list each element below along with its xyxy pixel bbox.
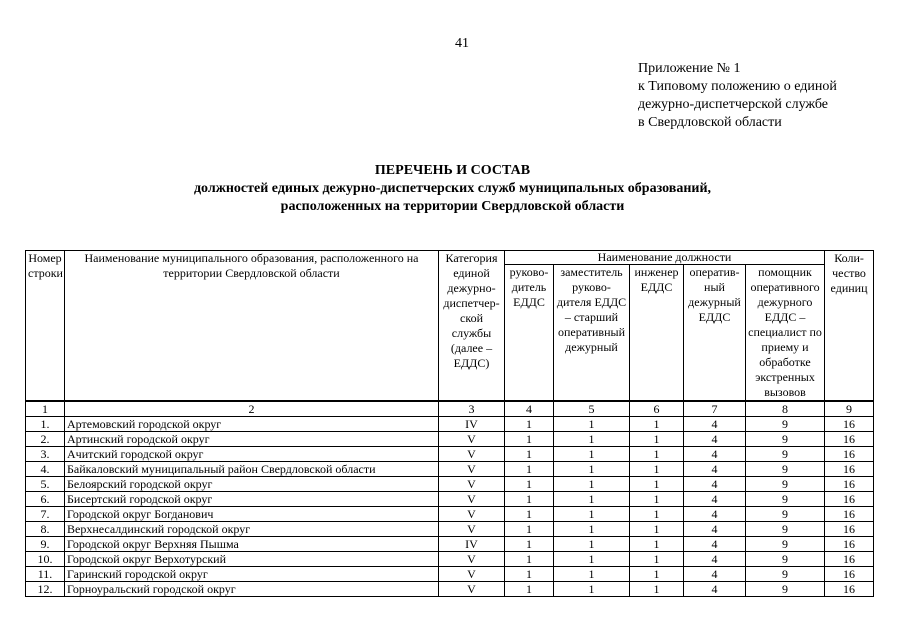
operative-cell: 4 (684, 567, 746, 582)
assistant-cell: 9 (746, 582, 825, 597)
row-number-cell: 6. (26, 492, 65, 507)
header-operative: оператив-ный дежурный ЕДДС (684, 265, 746, 402)
operative-cell: 4 (684, 492, 746, 507)
municipality-cell: Артинский городской округ (65, 432, 439, 447)
row-number-cell: 12. (26, 582, 65, 597)
operative-cell: 4 (684, 417, 746, 432)
municipality-cell: Городской округ Богданович (65, 507, 439, 522)
appendix-line: в Свердловской области (638, 115, 782, 130)
engineer-cell: 1 (630, 447, 684, 462)
engineer-cell: 1 (630, 492, 684, 507)
table-row (26, 522, 874, 537)
title-line-1: ПЕРЕЧЕНЬ И СОСТАВ (374, 163, 531, 178)
header-engineer: инженер ЕДДС (630, 265, 684, 402)
deputy-cell: 1 (554, 492, 630, 507)
deputy-cell: 1 (554, 477, 630, 492)
category-cell: V (439, 567, 505, 582)
table-row (26, 567, 874, 582)
assistant-cell: 9 (746, 492, 825, 507)
deputy-cell: 1 (554, 507, 630, 522)
category-cell: V (439, 552, 505, 567)
column-number: 9 (825, 401, 874, 417)
engineer-cell: 1 (630, 567, 684, 582)
category-cell: V (439, 507, 505, 522)
title-line-2: должностей единых дежурно-диспетчерских служб муниципальных образований, (193, 181, 712, 196)
count-cell: 16 (825, 522, 874, 537)
row-number-cell: 4. (26, 462, 65, 477)
deputy-cell: 1 (554, 582, 630, 597)
head-cell: 1 (505, 462, 554, 477)
document-title (0, 162, 905, 216)
operative-cell: 4 (684, 522, 746, 537)
assistant-cell: 9 (746, 552, 825, 567)
table-row (26, 507, 874, 522)
operative-cell: 4 (684, 507, 746, 522)
header-category: Категория единой дежурно-диспетчер-ской службы (далее – ЕДДС) (439, 251, 505, 402)
engineer-cell: 1 (630, 522, 684, 537)
column-number: 7 (684, 401, 746, 417)
header-count: Коли-чество единиц (825, 251, 874, 402)
category-cell: V (439, 492, 505, 507)
column-number-row (26, 401, 874, 417)
category-cell: V (439, 522, 505, 537)
deputy-cell: 1 (554, 552, 630, 567)
engineer-cell: 1 (630, 552, 684, 567)
positions-table (25, 250, 874, 597)
municipality-cell: Ачитский городской округ (65, 447, 439, 462)
table-row (26, 462, 874, 477)
assistant-cell: 9 (746, 537, 825, 552)
head-cell: 1 (505, 507, 554, 522)
header-head: руково-дитель ЕДДС (505, 265, 554, 402)
category-cell: V (439, 582, 505, 597)
column-number: 6 (630, 401, 684, 417)
count-cell: 16 (825, 582, 874, 597)
table-row (26, 552, 874, 567)
municipality-cell: Белоярский городской округ (65, 477, 439, 492)
municipality-cell: Бисертский городской округ (65, 492, 439, 507)
engineer-cell: 1 (630, 462, 684, 477)
count-cell: 16 (825, 447, 874, 462)
assistant-cell: 9 (746, 477, 825, 492)
column-number: 1 (26, 401, 65, 417)
head-cell: 1 (505, 567, 554, 582)
deputy-cell: 1 (554, 522, 630, 537)
table-row (26, 492, 874, 507)
municipality-cell: Городской округ Верхотурский (65, 552, 439, 567)
operative-cell: 4 (684, 447, 746, 462)
municipality-cell: Городской округ Верхняя Пышма (65, 537, 439, 552)
appendix-line: дежурно-диспетчерской службе (638, 97, 829, 112)
appendix-block (638, 60, 837, 132)
deputy-cell: 1 (554, 432, 630, 447)
category-cell: V (439, 462, 505, 477)
table-row (26, 582, 874, 597)
table-row (26, 432, 874, 447)
table-row (26, 537, 874, 552)
municipality-cell: Гаринский городской округ (65, 567, 439, 582)
header-municipality: Наименование муниципального образования, расположенного на территории Свердловской области (65, 251, 439, 402)
municipality-cell: Горноуральский городской округ (65, 582, 439, 597)
appendix-line: к Типовому положению о единой (638, 79, 837, 94)
operative-cell: 4 (684, 552, 746, 567)
assistant-cell: 9 (746, 462, 825, 477)
column-number: 5 (554, 401, 630, 417)
page-number: 41 (455, 36, 469, 51)
column-number: 3 (439, 401, 505, 417)
head-cell: 1 (505, 477, 554, 492)
row-number-cell: 7. (26, 507, 65, 522)
assistant-cell: 9 (746, 447, 825, 462)
engineer-cell: 1 (630, 417, 684, 432)
appendix-line: Приложение № 1 (638, 61, 741, 76)
head-cell: 1 (505, 537, 554, 552)
header-deputy: заместитель руково-дителя ЕДДС – старший оперативный дежурный (554, 265, 630, 402)
title-line-3: расположенных на территории Свердловской области (280, 199, 625, 214)
operative-cell: 4 (684, 582, 746, 597)
count-cell: 16 (825, 417, 874, 432)
category-cell: V (439, 432, 505, 447)
row-number-cell: 2. (26, 432, 65, 447)
municipality-cell: Верхнесалдинский городской округ (65, 522, 439, 537)
operative-cell: 4 (684, 477, 746, 492)
engineer-cell: 1 (630, 477, 684, 492)
table-row (26, 477, 874, 492)
row-number-cell: 10. (26, 552, 65, 567)
head-cell: 1 (505, 432, 554, 447)
assistant-cell: 9 (746, 417, 825, 432)
engineer-cell: 1 (630, 507, 684, 522)
engineer-cell: 1 (630, 582, 684, 597)
table-row (26, 417, 874, 432)
category-cell: V (439, 477, 505, 492)
assistant-cell: 9 (746, 567, 825, 582)
row-number-cell: 3. (26, 447, 65, 462)
row-number-cell: 9. (26, 537, 65, 552)
count-cell: 16 (825, 537, 874, 552)
column-number: 2 (65, 401, 439, 417)
deputy-cell: 1 (554, 537, 630, 552)
category-cell: V (439, 447, 505, 462)
operative-cell: 4 (684, 462, 746, 477)
municipality-cell: Байкаловский муниципальный район Свердловской области (65, 462, 439, 477)
column-number: 4 (505, 401, 554, 417)
head-cell: 1 (505, 552, 554, 567)
municipality-cell: Артемовский городской округ (65, 417, 439, 432)
count-cell: 16 (825, 492, 874, 507)
count-cell: 16 (825, 507, 874, 522)
deputy-cell: 1 (554, 417, 630, 432)
count-cell: 16 (825, 432, 874, 447)
operative-cell: 4 (684, 537, 746, 552)
head-cell: 1 (505, 447, 554, 462)
header-assistant: помощник оперативного дежурного ЕДДС – специалист по приему и обработке экстренных вызовов (746, 265, 825, 402)
count-cell: 16 (825, 552, 874, 567)
row-number-cell: 8. (26, 522, 65, 537)
header-positions-group: Наименование должности (505, 251, 825, 265)
header-row-number: Номер строки (26, 251, 65, 402)
row-number-cell: 1. (26, 417, 65, 432)
assistant-cell: 9 (746, 522, 825, 537)
row-number-cell: 11. (26, 567, 65, 582)
count-cell: 16 (825, 567, 874, 582)
deputy-cell: 1 (554, 462, 630, 477)
count-cell: 16 (825, 462, 874, 477)
column-number: 8 (746, 401, 825, 417)
deputy-cell: 1 (554, 447, 630, 462)
deputy-cell: 1 (554, 567, 630, 582)
engineer-cell: 1 (630, 432, 684, 447)
head-cell: 1 (505, 417, 554, 432)
assistant-cell: 9 (746, 507, 825, 522)
row-number-cell: 5. (26, 477, 65, 492)
assistant-cell: 9 (746, 432, 825, 447)
table-row (26, 447, 874, 462)
head-cell: 1 (505, 492, 554, 507)
category-cell: IV (439, 417, 505, 432)
category-cell: IV (439, 537, 505, 552)
head-cell: 1 (505, 582, 554, 597)
count-cell: 16 (825, 477, 874, 492)
head-cell: 1 (505, 522, 554, 537)
operative-cell: 4 (684, 432, 746, 447)
engineer-cell: 1 (630, 537, 684, 552)
